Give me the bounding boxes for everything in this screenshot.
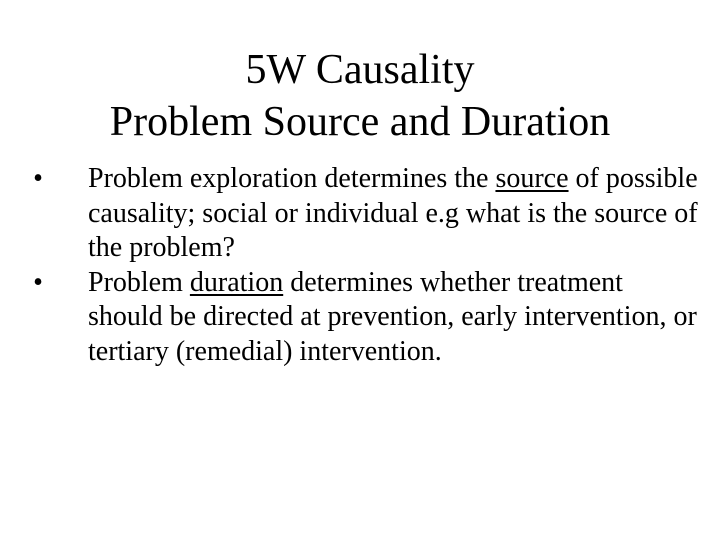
- bullet-item-source: [28, 162, 698, 266]
- bullet-text-post: determines whether treatment should be directed at prevention, early intervention, or tertiary (remedial) intervention.: [88, 266, 697, 367]
- bullet-text-pre: Problem exploration determines the: [88, 163, 496, 194]
- slide-title: [0, 44, 720, 148]
- bullet-list: [28, 162, 698, 369]
- bullet-item-duration: [28, 266, 698, 370]
- bullet-text-pre: Problem: [88, 266, 190, 298]
- title-line-1: 5W Causality: [245, 47, 475, 93]
- bullet-icon: •: [33, 266, 43, 298]
- underlined-term-duration: duration: [189, 266, 284, 298]
- bullet-icon: •: [33, 163, 43, 194]
- bullet-text-post: of possible causality; social or individual e.g what is the source of the problem?: [88, 163, 698, 263]
- underlined-term-source: source: [495, 163, 569, 194]
- title-line-2: Problem Source and Duration: [109, 99, 611, 145]
